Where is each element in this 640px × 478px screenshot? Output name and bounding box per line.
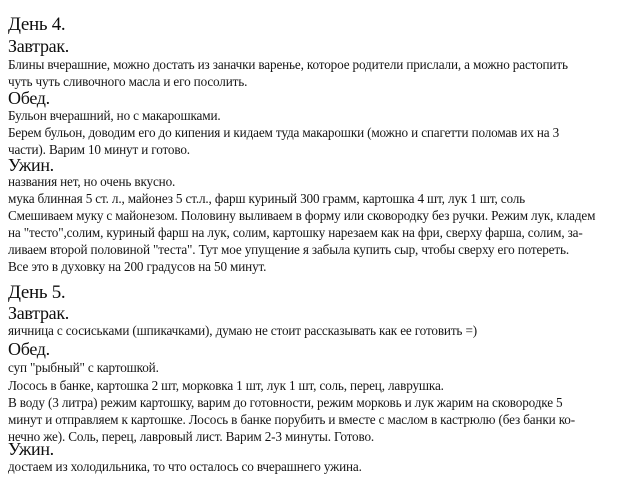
day-4-breakfast-line: чуть чуть сливочного масла и его посолить.: [8, 74, 248, 89]
day-4-dinner-line: Все это в духовку на 200 градусов на 50 минут.: [8, 259, 267, 274]
day-5-lunch-line: В воду (3 литра) режим картошку, варим до готовности, режим морковь и лук жарим на сковородке 5: [8, 395, 563, 410]
day-5-breakfast-heading: Завтрак.: [8, 303, 69, 323]
day-5-lunch-line: суп "рыбный" с картошкой.: [8, 360, 159, 375]
day-4-dinner-line: мука блинная 5 ст. л., майонез 5 ст.л., фарш куриный 300 грамм, картошка 4 шт, лук 1 шт, соль: [8, 191, 526, 206]
day-5-lunch-line: Лосось в банке, картошка 2 шт, морковка 1 шт, лук 1 шт, соль, перец, лаврушка.: [8, 378, 444, 393]
day-4-lunch-line: Бульон вчерашний, но с макарошками.: [8, 108, 221, 123]
day-4-lunch-line: части). Варим 10 минут и готово.: [8, 142, 190, 157]
day-5-lunch-heading: Обед.: [8, 339, 50, 359]
day-4-dinner-line: ливаем второй половиной "теста". Тут мое упущение я забыла купить сыр, чтобы сверху его потереть.: [8, 242, 569, 257]
day-4-breakfast-heading: Завтрак.: [8, 36, 69, 56]
day-4-lunch-heading: Обед.: [8, 88, 50, 108]
day-4-dinner-line: Смешиваем муку с майонезом. Половину выливаем в форму или сковородку без ручки. Режим лук, кладем: [8, 208, 596, 223]
day-4-dinner-line: названия нет, но очень вкусно.: [8, 174, 176, 189]
day-5-lunch-line: минут и отправляем к картошке. Лосось в банке порубить и вместе с маслом в кастрюлю (без банки ко-: [8, 412, 575, 427]
day-5-dinner-line: достаем из холодильника, то что осталось со вчерашнего ужина.: [8, 459, 362, 474]
day-5-title: День 5.: [8, 282, 66, 303]
day-4-title: День 4.: [8, 14, 66, 35]
day-4-lunch-line: Берем бульон, доводим его до кипения и кидаем туда макарошки (можно и спагетти поломав их на 3: [8, 125, 560, 140]
day-4-breakfast-line: Блины вчерашние, можно достать из заначки варенье, которое родители прислали, а можно растопить: [8, 57, 568, 72]
day-5-dinner-heading: Ужин.: [8, 439, 54, 459]
day-5-lunch-line: нечно же). Соль, перец, лавровый лист. Варим 2-3 минуты. Готово.: [8, 429, 375, 444]
day-4-dinner-line: на "тесто",солим, куриный фарш на лук, солим, картошку нарезаем как на фри, сверху фарша, солим, за-: [8, 225, 583, 240]
day-5-breakfast-line: яичница с сосиськами (шпикачками), думаю не стоит рассказывать как ее готовить =): [8, 323, 477, 338]
day-4-dinner-heading: Ужин.: [8, 155, 54, 175]
